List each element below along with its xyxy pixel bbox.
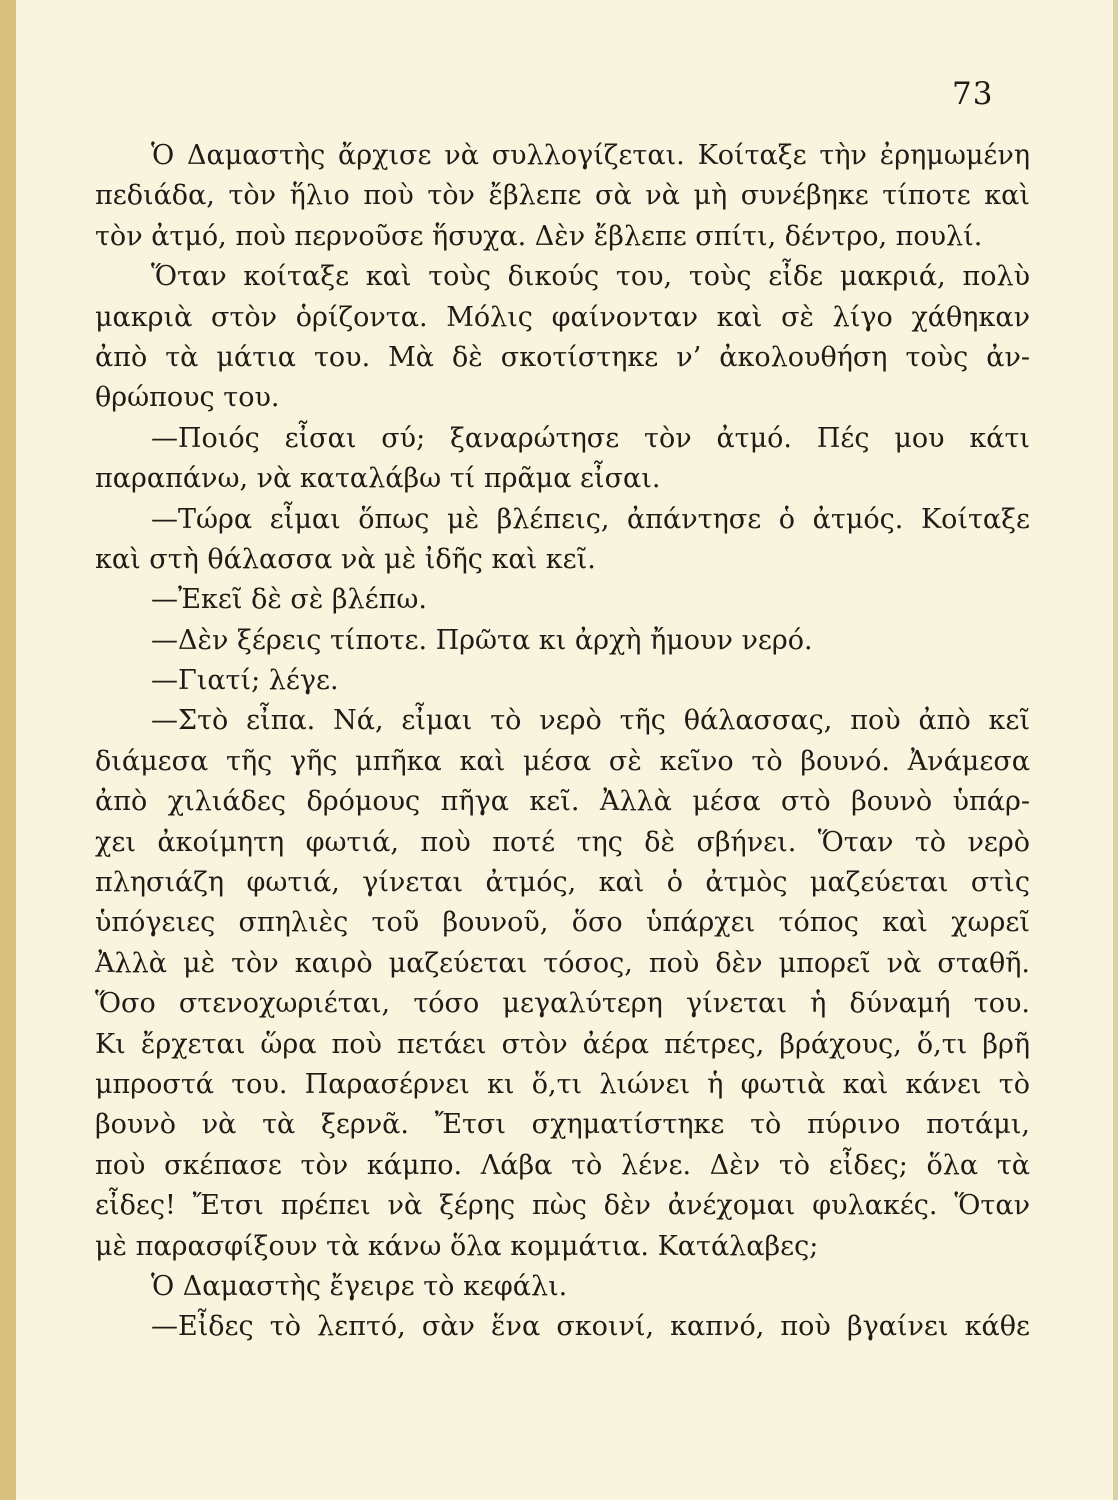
text-line: διάμεσα τῆς γῆς μπῆκα καὶ μέσα σὲ κεῖνο τὸ βουνό. Ἀνάμεσα	[95, 745, 1030, 777]
text-line: Ἀλλὰ μὲ τὸν καιρὸ μαζεύεται τόσος, ποὺ δὲν μπορεῖ νὰ σταθῆ.	[95, 947, 1030, 979]
text-line: ἀπὸ τὰ μάτια του. Μὰ δὲ σκοτίστηκε ν’ ἀκολουθήση τοὺς ἀν-	[95, 341, 1030, 373]
text-line: —Γιατί; λέγε.	[151, 665, 339, 697]
text-line: Ὅσο στενοχωριέται, τόσο μεγαλύτερη γίνεται ἡ δύναμή του.	[95, 988, 1030, 1020]
text-line: εἶδες! Ἔτσι πρέπει νὰ ξέρης πὼς δὲν ἀνέχομαι φυλακές. Ὅταν	[95, 1190, 1030, 1222]
text-line: —Εἶδες τὸ λεπτό, σὰν ἕνα σκοινί, καπνό, ποὺ βγαίνει κάθε	[151, 1311, 1030, 1343]
text-line: Ὅταν κοίταξε καὶ τοὺς δικούς του, τοὺς εἶδε μακριά, πολὺ	[151, 261, 1030, 293]
text-line: θρώπους του.	[95, 382, 280, 414]
text-line: —Ἐκεῖ δὲ σὲ βλέπω.	[151, 584, 427, 616]
page-edge-right	[1113, 0, 1118, 1500]
body-text	[95, 136, 1030, 1348]
text-line: πλησιάζη φωτιά, γίνεται ἀτμός, καὶ ὁ ἀτμὸς μαζεύεται στὶς	[95, 867, 1030, 899]
text-line: —Στὸ εἶπα. Νά, εἶμαι τὸ νερὸ τῆς θάλασσας, ποὺ ἀπὸ κεῖ	[151, 705, 1030, 737]
text-line: —Δὲν ξέρεις τίποτε. Πρῶτα κι ἀρχὴ ἤμουν νερό.	[151, 624, 813, 656]
text-line: καὶ στὴ θάλασσα νὰ μὲ ἰδῆς καὶ κεῖ.	[95, 543, 596, 575]
text-line: τὸν ἀτμό, ποὺ περνοῦσε ἥσυχα. Δὲν ἔβλεπε σπίτι, δέντρο, πουλί.	[95, 220, 983, 252]
text-line: Ὁ Δαμαστὴς ἔγειρε τὸ κεφάλι.	[151, 1270, 568, 1302]
text-line: παραπάνω, νὰ καταλάβω τί πρᾶμα εἶσαι.	[95, 463, 661, 495]
text-line: χει ἀκοίμητη φωτιά, ποὺ ποτέ της δὲ σβήνει. Ὅταν τὸ νερὸ	[95, 826, 1030, 858]
text-line: —Τώρα εἶμαι ὅπως μὲ βλέπεις, ἀπάντησε ὁ ἀτμός. Κοίταξε	[151, 503, 1030, 535]
text-line: πεδιάδα, τὸν ἥλιο ποὺ τὸν ἔβλεπε σὰ νὰ μὴ συνέβηκε τίποτε καὶ	[95, 180, 1030, 212]
text-line: ποὺ σκέπασε τὸν κάμπο. Λάβα τὸ λένε. Δὲν τὸ εἶδες; ὅλα τὰ	[95, 1149, 1030, 1181]
text-line: μακριὰ στὸν ὁρίζοντα. Μόλις φαίνονταν καὶ σὲ λίγο χάθηκαν	[95, 301, 1030, 333]
text-line: μὲ παρασφίξουν τὰ κάνω ὅλα κομμάτια. Κατάλαβες;	[95, 1230, 819, 1262]
page-edge-left	[0, 0, 16, 1500]
text-line: —Ποιός εἶσαι σύ; ξαναρώτησε τὸν ἀτμό. Πές μου κάτι	[151, 422, 1030, 454]
text-line: Κι ἔρχεται ὥρα ποὺ πετάει στὸν ἀέρα πέτρες, βράχους, ὅ,τι βρῆ	[95, 1028, 1030, 1060]
text-line: ἀπὸ χιλιάδες δρόμους πῆγα κεῖ. Ἀλλὰ μέσα στὸ βουνὸ ὑπάρ-	[95, 786, 1030, 818]
text-line: ὑπόγειες σπηλιὲς τοῦ βουνοῦ, ὅσο ὑπάρχει τόπος καὶ χωρεῖ	[95, 907, 1030, 939]
page-number: 73	[952, 76, 994, 112]
text-line: βουνὸ νὰ τὰ ξερνᾶ. Ἔτσι σχηματίστηκε τὸ πύρινο ποτάμι,	[95, 1109, 1030, 1141]
text-line: μπροστά του. Παρασέρνει κι ὅ,τι λιώνει ἡ φωτιὰ καὶ κάνει τὸ	[95, 1068, 1030, 1100]
text-line: Ὁ Δαμαστὴς ἄρχισε νὰ συλλογίζεται. Κοίταξε τὴν ἐρημωμένη	[151, 140, 1030, 171]
